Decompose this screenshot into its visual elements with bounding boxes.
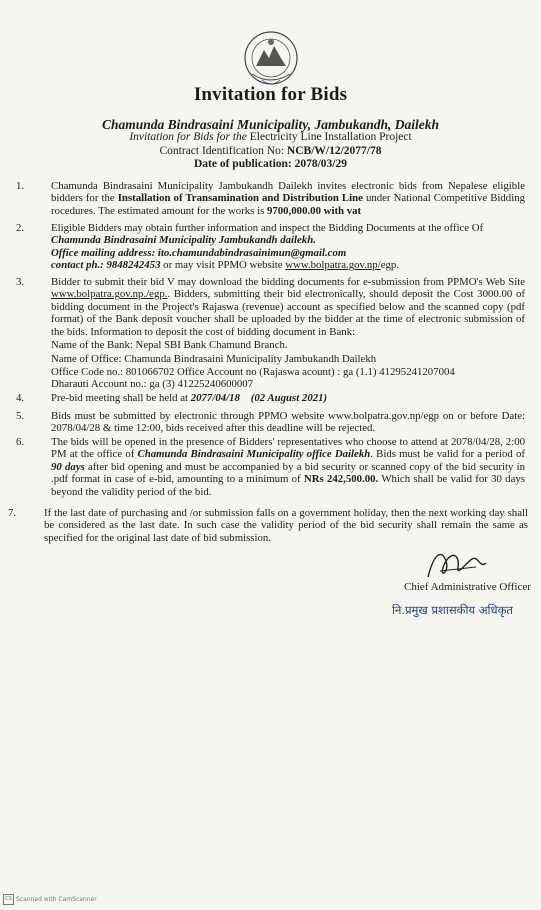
document-page: Invitation for Bids Chamunda Bindrasaini Municipality, Jambukandh, Dailekh Invitation for Bids for the Electricity Line Installation Project Contract Identification No: NCB/W/12/2077/78 Date of publication: 2078/03/29 1. Chamunda Bindrasaini Municipality Jambukandh Dailekh invites electronic bids from Nepalese eligible bidders for the Installation of Transamination and Distribution Line under National Competitive Bidding rocedures. The estimated amount for the works is 9700,000.00 with vat 2. Eligible Bidders may obtain further information and inspect the Bidding Documents at the office Of Chamunda Bindrasaini Municipality Jambukandh dailekh. Office mailing address: ito.chamundabindrasainimun@gmail.com contact ph.: 9848242453 or may visit PPMO website www.bolpatra.gov.np/egp. 3. Bidder to submit their bid V may download the bidding documents for e-submission from PPMO's Web Site www.bolpatra.gov.np./egp.. Bidders, submitting their bid electronically, should deposit the Cost 3000.00 of bidding document in the Project's Rajaswa (revenue) account as specified below and the scanned copy (pdf format) of the Bank deposit voucher shall be uploaded by the bidder at the time of electronic submission of the bids. Information to deposit the cost of bidding document in Bank: Name of the Bank: Nepal SBI Bank Chamund Branch. Name of Office: Chamunda Bindrasaini Municipality Jambukandh Dailekh Office Code no.: 801066702 Office Account no (Rajaswa acount) : ga (1.1) 41295241207004 Dharauti Account no.: ga (3) 41225240600007 4. Pre-bid meeting shall be held at 2077/04/18 (02 August 2021) 5. Bids must be submitted by electronic through PPMO website www.bolpatra.gov.np/egp on or before Date: 2078/04/28 & time 12:00, bids received after this deadline will be rejected. 6. The bids will be opened in the presence of Bidders' representatives who choose to attend at 2078/04/28, 2:00 PM at the office of Chamunda Bindrasaini Municipality office Dailekh. Bids must be valid for a period of 90 days after bid opening and must be accompanied by a bid security or scanned copy of the bid security in .pdf format in case of e-bid, amounting to a minimum of NRs 242,500.00. Which shall be valid for 30 days beyond the validity period of the bid. 7. If the last date of purchasing and /or submission falls on a government holiday, then the next working day shall be considered as the last date. In such case the validity period of the bid security shall remain the same as specified for the original last date of bid submission. Chief Administrative Officer नि.प्रमुख प्रशासकीय अधिकृत CS Scanned with CamScanner: [0, 0, 541, 910]
municipality-name: Chamunda Bindrasaini Municipality, Jambukandh, Dailekh: [101, 117, 440, 132]
project-subtitle: Invitation for Bids for the Electricity Line Installation Project: [129, 131, 412, 143]
officer-title-nepali: नि.प्रमुख प्रशासकीय अधिकृत: [392, 603, 513, 617]
ppmo-egp-link[interactable]: www.bolpatra.gov.np./egp.: [51, 288, 168, 301]
ppmo-link[interactable]: www.bolpatra.gov.np/: [285, 259, 381, 272]
page-title: Invitation for Bids: [193, 84, 348, 105]
signature-icon: [420, 543, 500, 585]
municipality-emblem-icon: [238, 28, 304, 92]
publication-date: Date of publication: 2078/03/29: [193, 158, 347, 170]
camscanner-icon: CS: [3, 894, 14, 905]
scanner-watermark: CS Scanned with CamScanner: [3, 894, 97, 905]
contract-id: Contract Identification No: NCB/W/12/2077/78: [159, 145, 382, 157]
officer-title: Chief Administrative Officer: [404, 581, 531, 593]
